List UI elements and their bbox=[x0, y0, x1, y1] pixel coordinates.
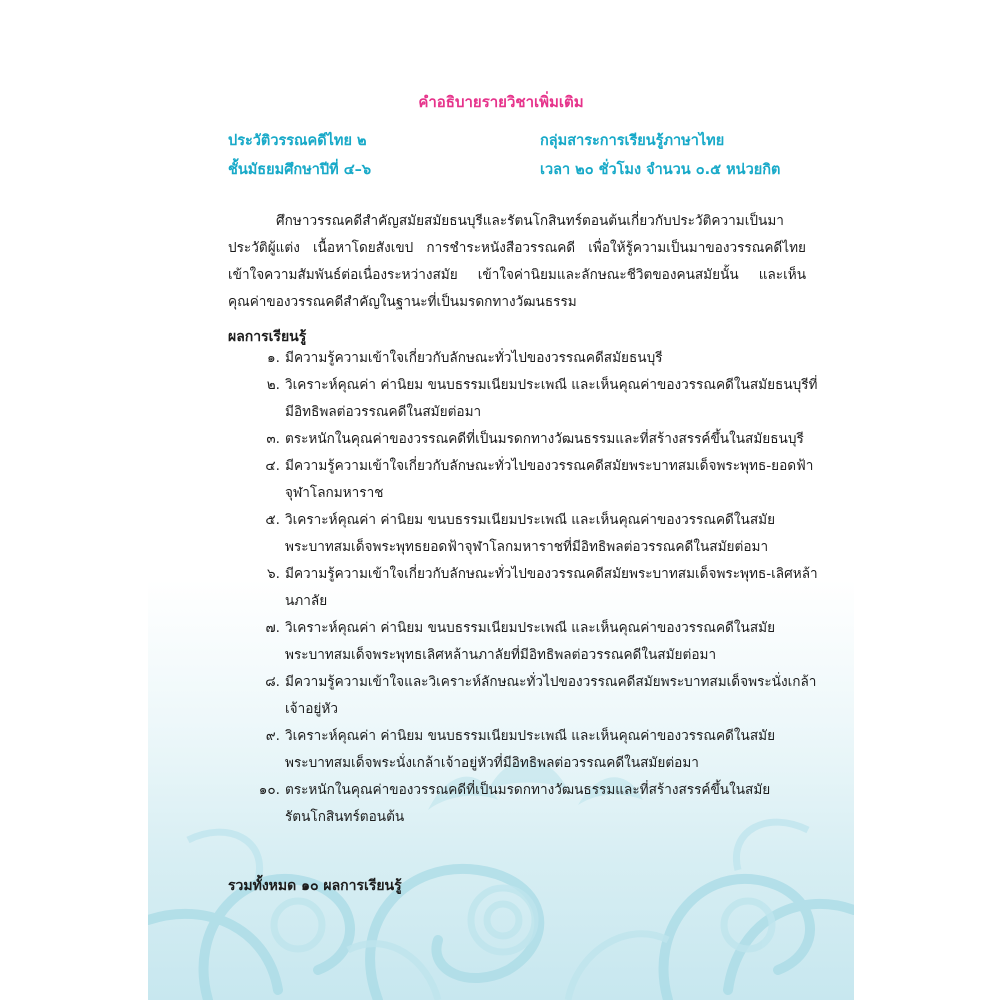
list-item-number: ๕. bbox=[265, 512, 280, 528]
list-item-text: ตระหนักในคุณค่าของวรรณคดีที่เป็นมรดกทางวัฒนธรรมและที่สร้างสรรค์ขึ้นในสมัยธนบุรี bbox=[285, 431, 804, 447]
list-item bbox=[228, 372, 818, 426]
list-item-number: ๑๐. bbox=[258, 782, 280, 798]
list-item-number: ๘. bbox=[265, 674, 280, 690]
outcomes-heading: ผลการเรียนรู้ bbox=[228, 329, 307, 345]
list-item-text: มีความรู้ความเข้าใจเกี่ยวกับลักษณะทั่วไปของวรรณคดีสมัยธนบุรี bbox=[285, 350, 663, 366]
outcomes-total: รวมทั้งหมด ๑๐ ผลการเรียนรู้ bbox=[228, 878, 402, 894]
list-item-number: ๙. bbox=[265, 728, 280, 744]
list-item bbox=[228, 426, 818, 453]
list-item-text: มีความรู้ความเข้าใจและวิเคราะห์ลักษณะทั่วไปของวรรณคดีสมัยพระบาทสมเด็จพระนั่งเกล้าเจ้าอยู่หัว bbox=[285, 674, 817, 717]
subject-group: กลุ่มสาระการเรียนรู้ภาษาไทย bbox=[540, 133, 725, 149]
list-item-number: ๑. bbox=[267, 350, 280, 366]
document-title: คำอธิบายรายวิชาเพิ่มเติม bbox=[418, 93, 584, 111]
list-item-text: มีความรู้ความเข้าใจเกี่ยวกับลักษณะทั่วไปของวรรณคดีสมัยพระบาทสมเด็จพระพุทธ-ยอดฟ้าจุฬาโลกมหาราช bbox=[285, 458, 814, 501]
list-item-text: วิเคราะห์คุณค่า ค่านิยม ขนบธรรมเนียมประเพณี และเห็นคุณค่าของวรรณคดีในสมัยพระบาทสมเด็จพระพุทธเลิศหล้านภาลัยที่มีอิทธิพลต่อวรรณคดีในสมัยต่อมา bbox=[285, 620, 776, 663]
list-item-text: ตระหนักในคุณค่าของวรรณคดีที่เป็นมรดกทางวัฒนธรรมและที่สร้างสรรค์ขึ้นในสมัยรัตนโกสินทร์ตอนต้น bbox=[285, 782, 771, 825]
list-item bbox=[228, 345, 818, 372]
course-name: ประวัติวรรณคดีไทย ๒ bbox=[228, 133, 367, 149]
list-item-number: ๔. bbox=[265, 458, 280, 474]
list-item-text: วิเคราะห์คุณค่า ค่านิยม ขนบธรรมเนียมประเพณี และเห็นคุณค่าของวรรณคดีในสมัยธนบุรีที่มีอิทธิพลต่อวรรณคดีในสมัยต่อมา bbox=[285, 377, 818, 420]
list-item bbox=[228, 453, 818, 507]
list-item bbox=[228, 723, 818, 777]
list-item bbox=[228, 561, 818, 615]
list-item-number: ๖. bbox=[267, 566, 280, 582]
list-item-text: วิเคราะห์คุณค่า ค่านิยม ขนบธรรมเนียมประเพณี และเห็นคุณค่าของวรรณคดีในสมัยพระบาทสมเด็จพระนั่งเกล้าเจ้าอยู่หัวที่มีอิทธิพลต่อวรรณคดีในสมัยต่อมา bbox=[285, 728, 776, 771]
list-item bbox=[228, 615, 818, 669]
grade-level: ชั้นมัธยมศึกษาปีที่ ๔–๖ bbox=[228, 162, 372, 178]
list-item-number: ๗. bbox=[265, 620, 280, 636]
learning-outcomes-list bbox=[228, 345, 818, 831]
list-item-text: วิเคราะห์คุณค่า ค่านิยม ขนบธรรมเนียมประเพณี และเห็นคุณค่าของวรรณคดีในสมัยพระบาทสมเด็จพระพุทธยอดฟ้าจุฬาโลกมหาราชที่มีอิทธิพลต่อวรรณคดีในสมัยต่อมา bbox=[285, 512, 776, 555]
list-item bbox=[228, 777, 818, 831]
document-page bbox=[148, 0, 854, 1000]
time-credit: เวลา ๒๐ ชั่วโมง จำนวน ๐.๕ หน่วยกิต bbox=[540, 162, 781, 178]
list-item-number: ๒. bbox=[266, 377, 280, 393]
page-content bbox=[148, 0, 854, 1000]
list-item bbox=[228, 669, 818, 723]
list-item-number: ๓. bbox=[266, 431, 280, 447]
course-description: ศึกษาวรรณคดีสำคัญสมัยสมัยธนบุรีและรัตนโกสินทร์ตอนต้นเกี่ยวกับประวัติความเป็นมา ประวัติผู้แต่ง เนื้อหาโดยสังเขป การชำระหนังสือวรรณคดี เพื่อให้รู้ความเป็นมาของวรรณคดีไทย เข้าใจความสัมพันธ์ต่อเนื่องระหว่างสมัย เข้าใจค่านิยมและลักษณะชีวิตของคนสมัยนั้น และเห็นคุณค่าของวรรณคดีสำคัญในฐานะที่เป็นมรดกทางวัฒนธรรม bbox=[228, 213, 806, 310]
list-item-text: มีความรู้ความเข้าใจเกี่ยวกับลักษณะทั่วไปของวรรณคดีสมัยพระบาทสมเด็จพระพุทธ-เลิศหล้านภาลัย bbox=[285, 566, 818, 609]
list-item bbox=[228, 507, 818, 561]
